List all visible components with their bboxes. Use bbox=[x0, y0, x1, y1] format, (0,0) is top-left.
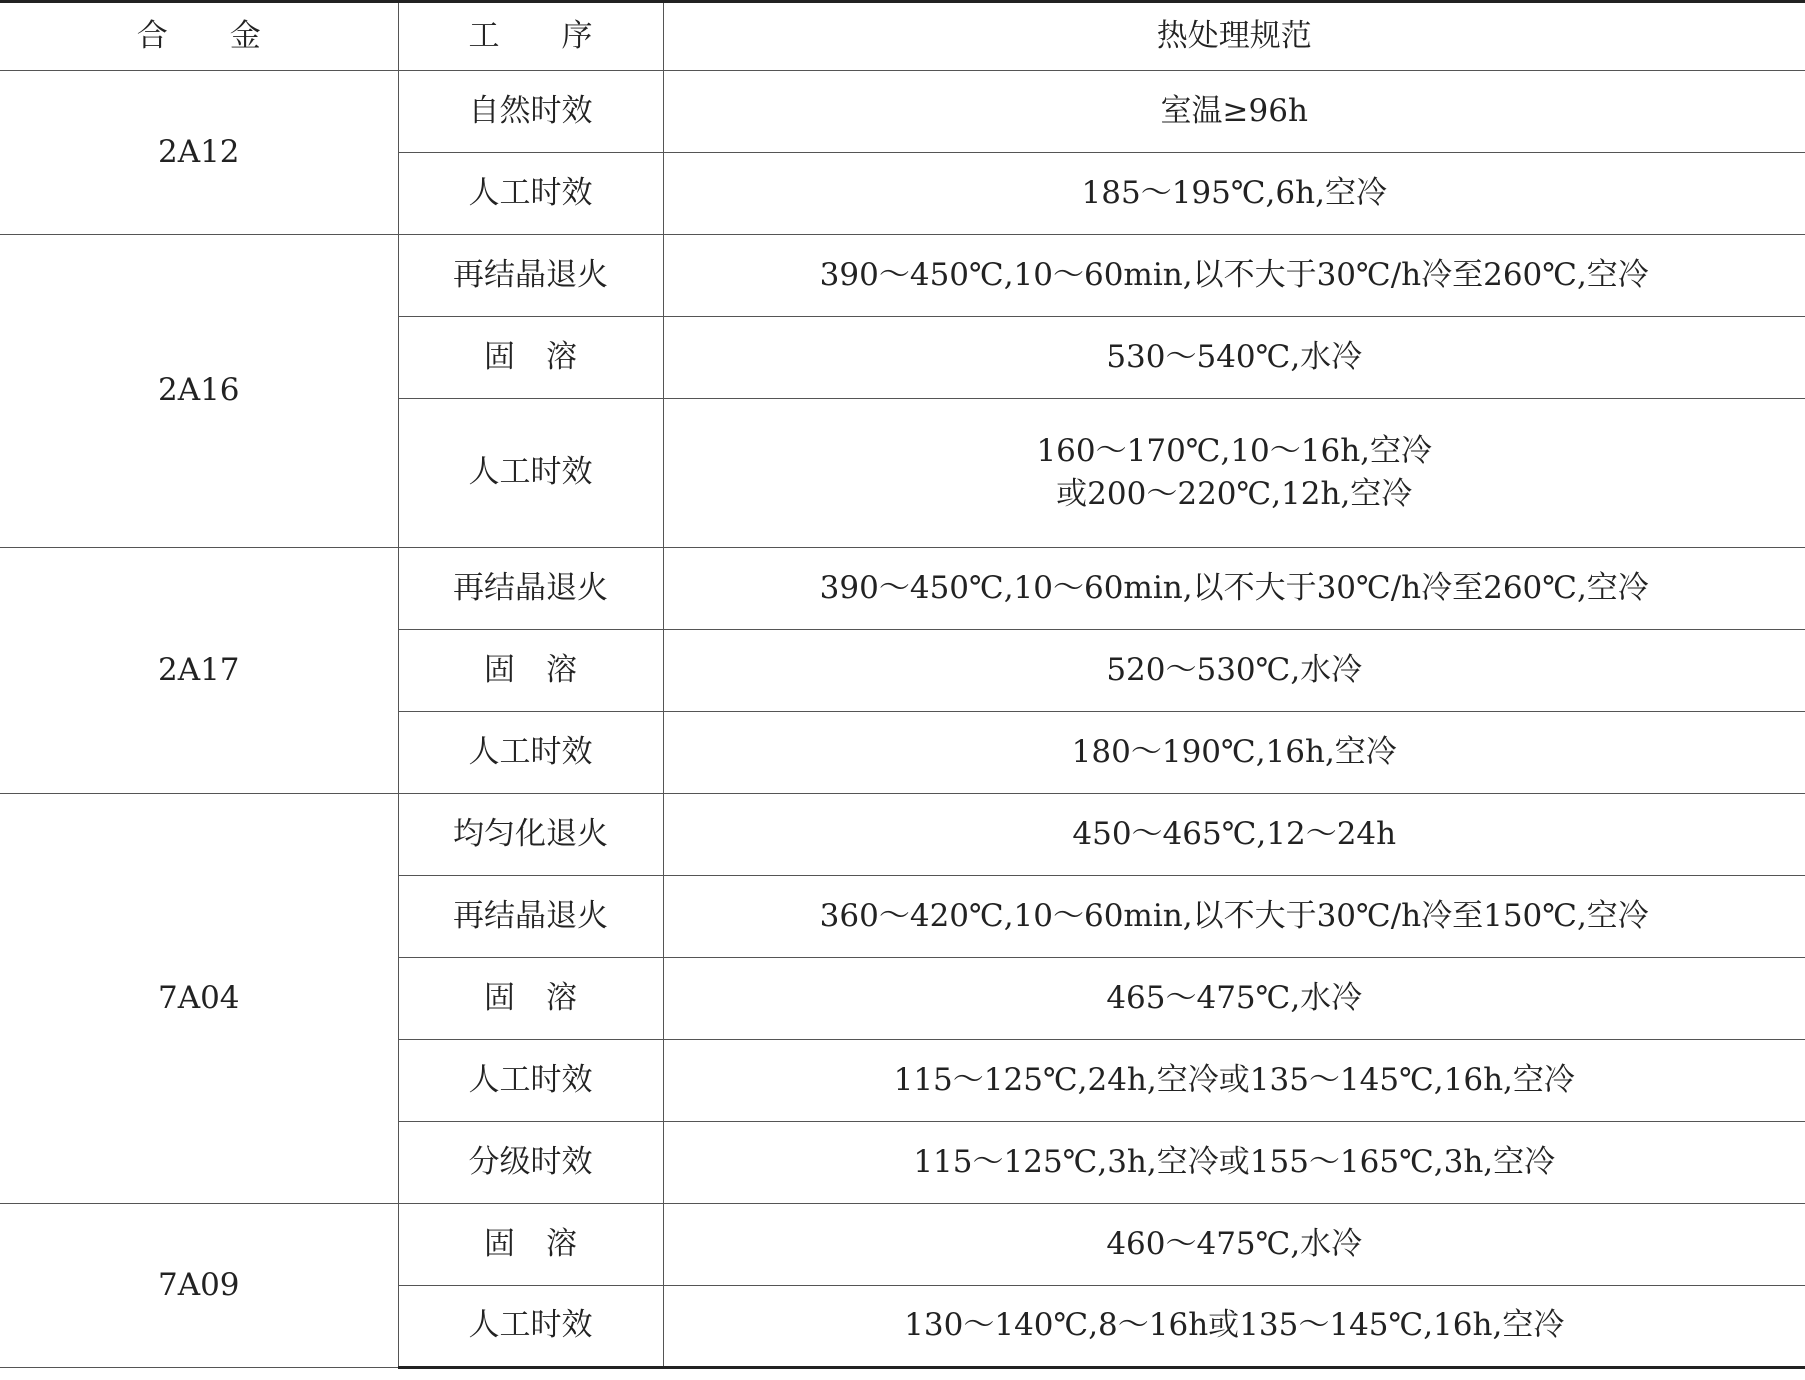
alloy-cell: 7A09 bbox=[0, 1204, 398, 1368]
spec-cell bbox=[663, 317, 1805, 399]
spec-line: 185～195℃,6h,空冷 bbox=[1081, 174, 1387, 211]
spec-line: 450～465℃,12～24h bbox=[1072, 815, 1397, 852]
process-cell: 人工时效 bbox=[398, 712, 663, 794]
alloy-cell: 7A04 bbox=[0, 794, 398, 1204]
table-row bbox=[0, 71, 1805, 153]
spec-line: 室温≥96h bbox=[1160, 92, 1308, 129]
spec-cell bbox=[663, 399, 1805, 548]
spec-cell bbox=[663, 235, 1805, 317]
table-row bbox=[0, 235, 1805, 317]
process-cell: 固 溶 bbox=[398, 958, 663, 1040]
spec-cell bbox=[663, 548, 1805, 630]
process-cell: 人工时效 bbox=[398, 1286, 663, 1368]
spec-line: 或200～220℃,12h,空冷 bbox=[1056, 476, 1413, 512]
process-cell: 固 溶 bbox=[398, 1204, 663, 1286]
spec-cell bbox=[663, 153, 1805, 235]
table-row bbox=[0, 1204, 1805, 1286]
header-process: 工 序 bbox=[398, 2, 663, 71]
table-row bbox=[0, 794, 1805, 876]
header-row bbox=[0, 2, 1805, 71]
spec-cell bbox=[663, 1204, 1805, 1286]
process-cell: 固 溶 bbox=[398, 630, 663, 712]
process-cell: 再结晶退火 bbox=[398, 235, 663, 317]
spec-cell bbox=[663, 794, 1805, 876]
process-cell: 人工时效 bbox=[398, 399, 663, 548]
alloy-cell: 2A16 bbox=[0, 235, 398, 548]
spec-line: 130～140℃,8～16h或135～145℃,16h,空冷 bbox=[904, 1307, 1565, 1344]
alloy-cell: 2A12 bbox=[0, 71, 398, 235]
spec-cell bbox=[663, 712, 1805, 794]
process-cell: 分级时效 bbox=[398, 1122, 663, 1204]
table-row bbox=[0, 548, 1805, 630]
header-alloy: 合 金 bbox=[0, 2, 398, 71]
spec-line: 465～475℃,水冷 bbox=[1106, 979, 1363, 1016]
spec-line: 390～450℃,10～60min,以不大于30℃/h冷至260℃,空冷 bbox=[819, 569, 1649, 606]
process-cell: 再结晶退火 bbox=[398, 876, 663, 958]
spec-cell bbox=[663, 958, 1805, 1040]
spec-cell bbox=[663, 1040, 1805, 1122]
spec-line: 160～170℃,10～16h,空冷 bbox=[1036, 432, 1433, 469]
spec-line: 360～420℃,10～60min,以不大于30℃/h冷至150℃,空冷 bbox=[819, 897, 1649, 934]
spec-line: 520～530℃,水冷 bbox=[1106, 651, 1363, 688]
spec-line: 390～450℃,10～60min,以不大于30℃/h冷至260℃,空冷 bbox=[819, 256, 1649, 293]
spec-line: 460～475℃,水冷 bbox=[1106, 1225, 1363, 1262]
spec-cell bbox=[663, 1122, 1805, 1204]
process-cell: 再结晶退火 bbox=[398, 548, 663, 630]
spec-line: 115～125℃,24h,空冷或135～145℃,16h,空冷 bbox=[893, 1061, 1575, 1098]
spec-line: 180～190℃,16h,空冷 bbox=[1071, 733, 1397, 770]
process-cell: 人工时效 bbox=[398, 153, 663, 235]
spec-cell bbox=[663, 876, 1805, 958]
process-cell: 固 溶 bbox=[398, 317, 663, 399]
spec-line: 530～540℃,水冷 bbox=[1106, 338, 1363, 375]
spec-cell bbox=[663, 630, 1805, 712]
spec-line: 115～125℃,3h,空冷或155～165℃,3h,空冷 bbox=[913, 1143, 1556, 1180]
spec-cell bbox=[663, 71, 1805, 153]
spec-cell bbox=[663, 1286, 1805, 1368]
process-cell: 人工时效 bbox=[398, 1040, 663, 1122]
header-spec: 热处理规范 bbox=[663, 2, 1805, 71]
alloy-cell: 2A17 bbox=[0, 548, 398, 794]
table-body bbox=[0, 71, 1805, 1368]
process-cell: 均匀化退火 bbox=[398, 794, 663, 876]
process-cell: 自然时效 bbox=[398, 71, 663, 153]
table-header bbox=[0, 2, 1805, 71]
